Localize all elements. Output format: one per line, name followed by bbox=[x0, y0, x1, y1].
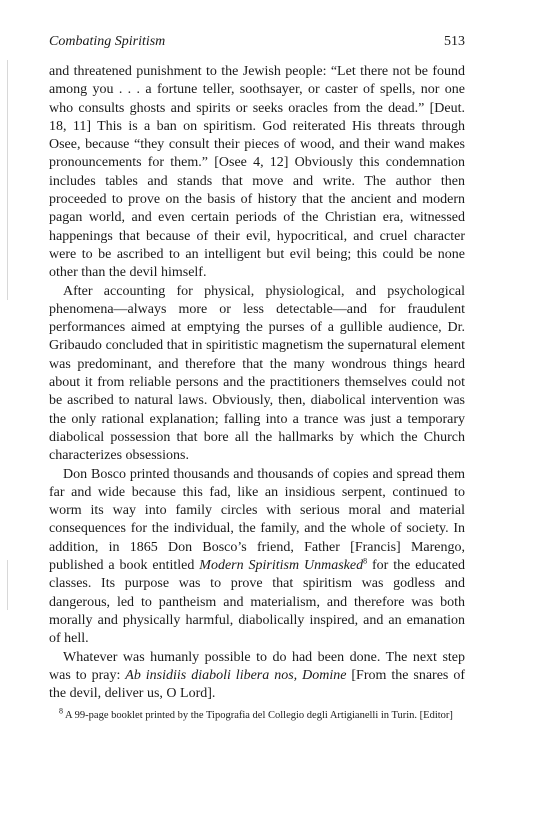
paragraph-text: for the educated classes. Its purpose was to prove that spiritism was godless and dangerous, led to pantheism and materialism, and therefore was both morally and physically harmful, diabolically inspired, and an emanation of hell. bbox=[49, 558, 465, 647]
paragraph-text: and threatened punishment to the Jewish people: “Let there not be found among you . . . a fortune teller, soothsayer, or caster of spells, nor one who consults ghosts and spirits or seeks oracles from the dead.” [Deut. 18, 11] This is a ban on spiritism. God reiterated His threats through Osee, because “they consult their pieces of wood, and their wand makes pronouncements for them.” [Osee 4, 12] Obviously this condemnation includes tables and stands that move and write. The author then proceeded to prove on the basis of history that the ancient and modern pagan world, and even certain periods of the Christian era, witnessed happenings that because of their evil, hypocritical, and cruel character were to be ascribed to an intelligent but evil being; this could be none other than the devil himself. bbox=[49, 64, 465, 281]
body-text bbox=[49, 63, 465, 703]
italic-text: Modern Spiritism Unmasked bbox=[199, 558, 364, 574]
paragraph bbox=[49, 283, 465, 466]
footnote-reference: 8 bbox=[363, 556, 368, 566]
paragraph bbox=[49, 63, 465, 283]
document-page bbox=[49, 33, 465, 723]
italic-text: Ab insidiis diaboli libera nos, Domine bbox=[125, 667, 347, 683]
footnote bbox=[49, 706, 465, 723]
paragraph-text: Whatever was humanly possible to do had been done. The next step was to pray: bbox=[49, 649, 465, 683]
paragraph bbox=[49, 466, 465, 649]
running-head bbox=[49, 33, 465, 51]
page-number: 513 bbox=[444, 34, 465, 49]
paragraph bbox=[49, 649, 465, 704]
margin-rule bbox=[7, 60, 8, 300]
paragraph-text: After accounting for physical, physiological, and psychological phenomena—always more or less detectable—and for fraudulent performances aimed at emptying the purses of a gullible audience, Dr. Gribaudo concluded that in spiritistic magnetism the supernatural element was predominant, and therefore that the many wondrous things heard about it from reliable persons and the practitioners themselves could not be ascribed to natural laws. Obviously, then, diabolical intervention was the only rational explanation; falling into a trance was just a temporary diabolical possession that bore all the hallmarks by which the Church characterizes obsessions. bbox=[49, 283, 465, 464]
running-title: Combating Spiritism bbox=[49, 34, 166, 49]
paragraph-text: Don Bosco printed thousands and thousands of copies and spread them far and wide because this fad, like an insidious serpent, continued to worm its way into family circles with serious moral and material consequences for the individual, the family, and the whole of society. In addition, in 1865 Don Bosco’s friend, Father [Francis] Marengo, published a book entitled bbox=[49, 466, 465, 574]
footnote-text: A 99-page booklet printed by the Tipografia del Collegio degli Artigianelli in Turin. [Editor] bbox=[63, 710, 453, 722]
paragraph-text: [From the snares of the devil, deliver us, O Lord]. bbox=[49, 667, 465, 702]
footnote-marker: 8 bbox=[59, 706, 63, 716]
margin-rule bbox=[7, 560, 8, 610]
